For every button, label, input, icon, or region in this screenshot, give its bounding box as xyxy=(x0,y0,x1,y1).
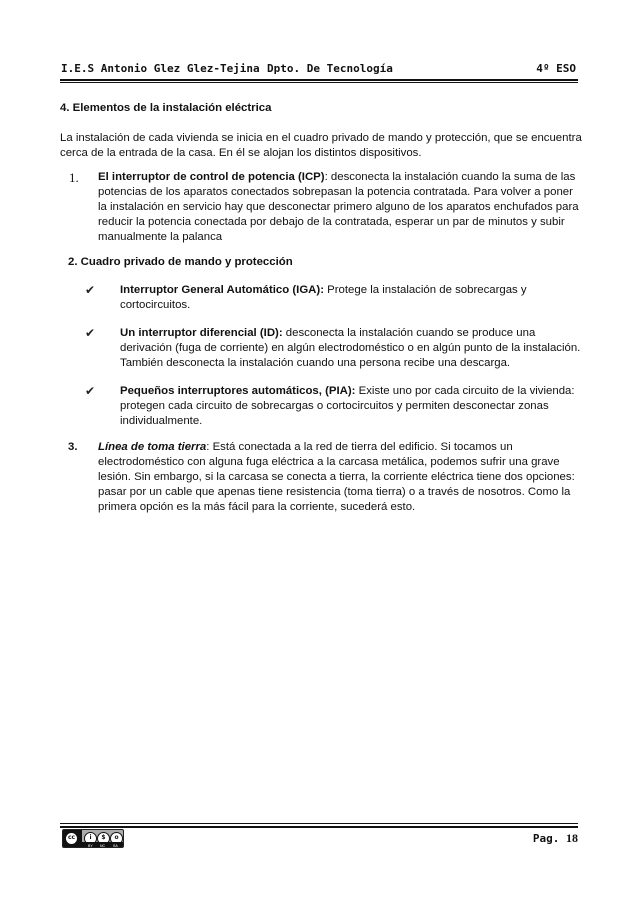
cc-label-sa: SA xyxy=(113,844,118,848)
list-item-ground xyxy=(60,440,582,515)
footer-rule-thin xyxy=(60,823,578,824)
cc-badge-strip xyxy=(82,842,123,847)
check-label: Interruptor General Automático (IGA): xyxy=(120,284,324,296)
item-title-close: ) xyxy=(320,171,325,183)
item-text: : Está conectada a la red de tierra del edificio. Si tocamos un electrodoméstico con alguna fuga eléctrica a la carcasa metálica, podemos sufrir una grave lesión. Sin embargo, si la carcasa se conecta a tierra, la corriente eléctrica tiene dos opciones: pasar por un cable que apenas tiene resistencia (toma tierra) o a través de nosotros. Como la primera opción es la más fácil para la corriente, sucederá esto. xyxy=(98,441,575,513)
item-title: Línea de toma tierra xyxy=(98,441,207,453)
item-title: El interruptor de control de potencia (ICP xyxy=(98,171,321,183)
item-number: 3. xyxy=(68,441,78,453)
item-number: 1. xyxy=(69,170,79,185)
subsection-title: 2. Cuadro privado de mando y protección xyxy=(68,256,293,268)
cc-icon: cc xyxy=(65,832,78,845)
item-text: : desconecta la instalación cuando la suma de las potencias de los aparatos conectados sobrepasan la potencia contratada. Para volver a poner la instalación en servicio hay que desconectar primero alguno de los aparatos enchufados para reducir la potencia conectada por debajo de la contratada, esperar un par de minutos y subir manualmente la palanca xyxy=(98,171,579,243)
checkmark-icon: ✔ xyxy=(85,384,96,398)
header-rule-thin xyxy=(60,82,578,83)
check-label: Pequeños interruptores automáticos, (PIA): xyxy=(120,385,356,397)
check-text: desconecta la instalación cuando se produce una derivación (fuga de corriente) en algún electrodoméstico o en algún punto de la instalación. También desconecta la instalación cuando una persona recibe una descarga. xyxy=(120,327,581,369)
check-item-pia xyxy=(60,384,582,429)
header-school: I.E.S Antonio Glez Glez-Tejina xyxy=(61,62,260,75)
section-title: 4. Elementos de la instalación eléctrica xyxy=(60,102,272,114)
page-number-value: 18 xyxy=(566,831,578,845)
list-item-icp xyxy=(60,170,582,245)
page-number xyxy=(533,831,578,846)
header-department: Dpto. De Tecnología xyxy=(267,62,393,75)
check-item-id xyxy=(60,326,582,371)
checkmark-icon: ✔ xyxy=(85,283,96,297)
cc-label-by: BY xyxy=(88,844,93,848)
check-label: Un interruptor diferencial (ID): xyxy=(120,327,283,339)
header-course: 4º ESO xyxy=(536,62,576,75)
footer-rule xyxy=(60,826,578,828)
noncommercial-icon: $ xyxy=(97,832,110,845)
page-label: Pag. xyxy=(532,832,560,845)
page-content xyxy=(60,101,582,515)
checkmark-icon: ✔ xyxy=(85,326,96,340)
attribution-icon: i xyxy=(84,832,97,845)
cc-badge-left xyxy=(63,830,82,848)
check-item-iga xyxy=(60,283,582,313)
header-rule xyxy=(60,79,578,81)
check-text: Existe uno por cada circuito de la vivienda: protegen cada circuito de sobrecargas o cortocircuitos y permiten desconectar zonas individualmente. xyxy=(120,385,575,427)
sharealike-icon: o xyxy=(110,832,123,845)
cc-label-nc: NC xyxy=(100,844,106,848)
page-header xyxy=(60,58,578,80)
creative-commons-by-nc-sa-icon[interactable] xyxy=(62,829,124,848)
check-text: Protege la instalación de sobrecargas y cortocircuitos. xyxy=(120,284,527,311)
section-intro: La instalación de cada vivienda se inicia en el cuadro privado de mando y protección, que se encuentra cerca de la entrada de la casa. En él se alojan los distintos dispositivos. xyxy=(60,132,582,159)
